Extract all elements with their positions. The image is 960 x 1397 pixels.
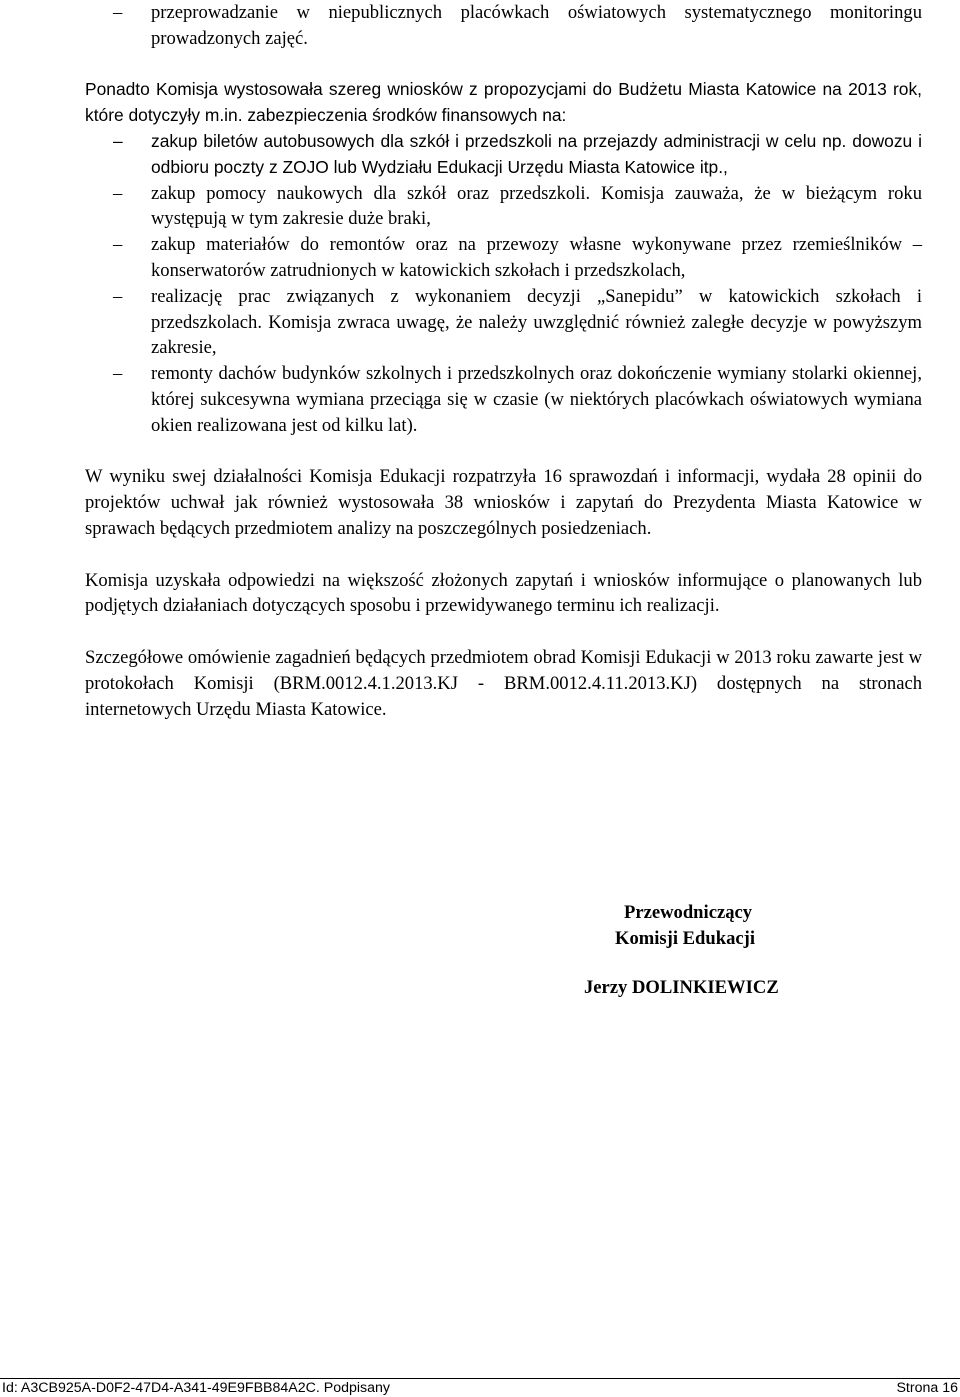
list-item bbox=[85, 181, 922, 233]
bullet-text: zakup pomocy naukowych dla szkół oraz przedszkoli. Komisja zauważa, że w bieżącym roku występują w tym zakresie duże braki, bbox=[151, 182, 922, 230]
document-page bbox=[85, 0, 922, 722]
paragraph-activity: W wyniku swej działalności Komisja Edukacji rozpatrzyła 16 sprawozdań i informacji, wydała 28 opinii do projektów uchwał jak również wystosowała 38 wniosków i zapytań do Prezydenta Miasta Katowice w sprawach będących przedmiotem analizy na poszczególnych posiedzeniach. bbox=[85, 466, 922, 539]
document-id: Id: A3CB925A-D0F2-47D4-A341-49E9FBB84A2C. Podpisany bbox=[2, 1380, 391, 1396]
bullet-text: zakup materiałów do remontów oraz na przewozy własne wykonywane przez rzemieślników – konserwatorów zatrudnionych w katowickich szkołach i przedszkolach, bbox=[151, 234, 922, 281]
list-item bbox=[85, 361, 922, 438]
list-item bbox=[85, 284, 922, 361]
dash-bullet-icon: – bbox=[113, 130, 123, 151]
list-item bbox=[85, 232, 922, 284]
dash-bullet-icon: – bbox=[113, 2, 123, 23]
intro-bullet-list bbox=[85, 0, 922, 52]
dash-bullet-icon: – bbox=[113, 285, 123, 307]
bullet-text: przeprowadzanie w niepublicznych placówkach oświatowych systematycznego monitoringu prowadzonych zajęć. bbox=[151, 2, 922, 49]
dash-bullet-icon: – bbox=[113, 234, 123, 256]
list-item bbox=[85, 0, 922, 52]
bullet-text: remonty dachów budynków szkolnych i przedszkolnych oraz dokończenie wymiany stolarki okiennej, której sukcesywna wymiana przeciąga się w czasie (w niektórych placówkach oświatowych wymiana okien realizowana jest od kilku lat). bbox=[151, 363, 922, 436]
bullet-text: realizację prac związanych z wykonaniem decyzji „Sanepidu” w katowickich szkołach i przedszkolach. Komisja zwraca uwagę, że należy uwzględnić również zaległe decyzje w powyższym zakresie, bbox=[151, 285, 922, 359]
list-item bbox=[85, 129, 922, 181]
paragraph-answers: Komisja uzyskała odpowiedzi na większość złożonych zapytań i wniosków informujące o planowanych lub podjętych działaniach dotyczących sposobu i przewidywanego terminu ich realizacji. bbox=[85, 569, 922, 617]
signature-name: Jerzy DOLINKIEWICZ bbox=[584, 977, 779, 998]
bullet-text: zakup biletów autobusowych dla szkół i przedszkoli na przejazdy administracji w celu np. dowozu i odbioru poczty z ZOJO lub Wydziału Edukacji Urzędu Miasta Katowice itp., bbox=[151, 130, 922, 177]
budget-bullet-list bbox=[85, 129, 922, 439]
signature-role: Przewodniczący bbox=[624, 902, 753, 923]
signature-committee: Komisji Edukacji bbox=[615, 928, 755, 949]
page-footer bbox=[0, 1378, 960, 1397]
page-number: Strona 16 bbox=[896, 1380, 958, 1396]
dash-bullet-icon: – bbox=[113, 363, 123, 385]
paragraph-details: Szczegółowe omówienie zagadnień będących przedmiotem obrad Komisji Edukacji w 2013 roku zawarte jest w protokołach Komisji (BRM.0012.4.1.2013.KJ - BRM.0012.4.11.2013.KJ) dostępnych na stronach internetowych Urzędu Miasta Katowice. bbox=[85, 646, 922, 720]
paragraph-budget: Ponadto Komisja wystosowała szereg wniosków z propozycjami do Budżetu Miasta Katowice na 2013 rok, które dotyczyły m.in. zabezpieczenia środków finansowych na: bbox=[85, 79, 922, 126]
dash-bullet-icon: – bbox=[113, 182, 123, 204]
